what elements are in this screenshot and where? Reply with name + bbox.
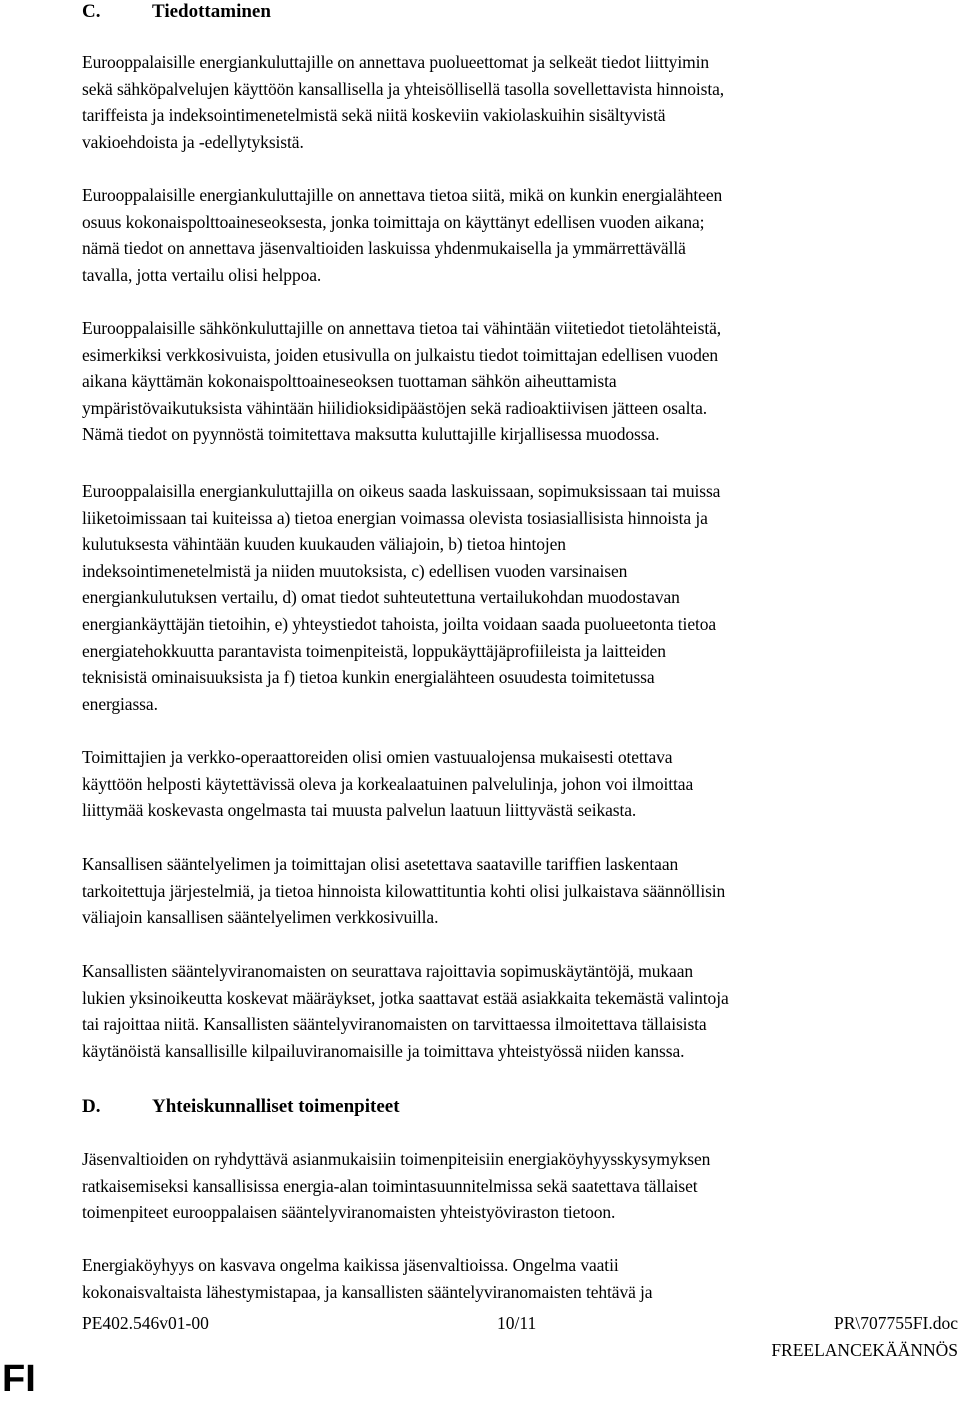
- text-line: osuus kokonaispolttoaineseoksesta, jonka toimittaja on käyttänyt edellisen vuoden aikana;: [82, 211, 705, 232]
- text-line: energiankäyttäjän tietoihin, e) yhteystiedot tahoista, joilta voidaan saada puolueetonta tietoa: [82, 613, 717, 634]
- text-line: kokonaisvaltaista lähestymistapaa, ja kansallisten sääntelyviranomaisten tehtävä ja: [82, 1281, 653, 1302]
- text-line: aikana käyttämän kokonaispolttoaineseoksen tuottaman sähkön aiheuttamista: [82, 371, 617, 392]
- text-line: teknisistä ominaisuuksista ja f) tietoa kunkin energialähteen osuudesta toimitetussa: [82, 667, 655, 688]
- footer-translation-note: FREELANCEKÄÄNNÖS: [771, 1340, 958, 1360]
- text-line: Eurooppalaisille energiankuluttajille on annettava tietoa siitä, mikä on kunkin energialähteen: [82, 185, 723, 205]
- paragraph-c6: [82, 851, 960, 931]
- section-d-title: Yhteiskunnalliset toimenpiteet: [152, 1096, 400, 1117]
- text-line: ympäristövaikutuksista vähintään hiilidioksidipäästöjen sekä radioaktiivisen jätteen osalta.: [82, 397, 708, 418]
- text-line: liittymää koskevasta ongelmasta tai muusta palvelun laatuun liittyvästä seikasta.: [82, 800, 637, 821]
- text-line: lukien yksinoikeutta koskevat määräykset, jotka saattavat estää asiakkaita tekemästä valintoja: [82, 987, 729, 1008]
- paragraph-c4: [82, 478, 960, 717]
- text-line: tarkoitettuja järjestelmiä, ja tietoa hinnoista kilowattituntia kohti olisi julkaistava säännöllisin: [82, 880, 726, 901]
- footer-doc-ref: PE402.546v01-00: [82, 1313, 209, 1333]
- text-line: käyttöön helposti käytettävissä oleva ja korkealaatuinen palvelulinja, johon voi ilmoittaa: [82, 773, 694, 794]
- text-line: väliajoin kansallisen sääntelyelimen verkkosivuilla.: [82, 907, 439, 928]
- section-d-letter: D.: [82, 1096, 101, 1117]
- text-line: kulutuksesta vähintään kuuden kuukauden väliajoin, b) tietoa hintojen: [82, 534, 566, 555]
- text-line: Jäsenvaltioiden on ryhdyttävä asianmukaisiin toimenpiteisiin energiaköyhyysskysymyksen: [82, 1149, 711, 1169]
- section-c-title: Tiedottaminen: [152, 1, 271, 22]
- text-line: energiassa.: [82, 693, 158, 714]
- footer-page-number: 10/11: [497, 1313, 537, 1333]
- text-line: esimerkiksi verkkosivuista, joiden etusivulla on julkaistu tiedot toimittajan edellisen vuoden: [82, 344, 719, 365]
- paragraph-c3: [82, 315, 960, 448]
- text-line: indeksointimenetelmistä ja niiden muutoksista, c) edellisen vuoden varsinaisen: [82, 560, 628, 581]
- text-line: energiatehokkuutta parantavista toimenpiteistä, loppukäyttäjäprofiileista ja laitteiden: [82, 640, 666, 661]
- text-line: Eurooppalaisilla energiankuluttajilla on oikeus saada laskuissaan, sopimuksissaan tai muissa: [82, 481, 721, 501]
- footer-file-ref: PR\707755FI.doc: [834, 1313, 958, 1333]
- text-line: sekä sähköpalvelujen käyttöön kansallisella ja yhteisöllisellä tasolla sovellettavista hinnoista,: [82, 78, 725, 99]
- text-line: Eurooppalaisille sähkönkuluttajille on annettava tietoa tai vähintään viitetiedot tietolähteistä,: [82, 318, 722, 338]
- paragraph-c5: [82, 744, 960, 824]
- text-line: toimenpiteet eurooppalaisen sääntelyviranomaisten yhteistyöviraston tietoon.: [82, 1202, 616, 1223]
- paragraph-c7: [82, 958, 960, 1064]
- text-line: energiankulutuksen vertailu, d) omat tiedot suhteutettuna vertailukohdan muodostavan: [82, 587, 680, 608]
- paragraph-c2: [82, 182, 960, 288]
- language-code: FI: [2, 1358, 36, 1400]
- paragraph-d1: [82, 1146, 960, 1226]
- text-line: ratkaisemiseksi kansallisissa energia-alan toimintasuunnitelmissa sekä saatettava tällaiset: [82, 1175, 698, 1196]
- text-line: tavalla, jotta vertailu olisi helppoa.: [82, 264, 322, 285]
- section-c-heading: [82, 0, 271, 24]
- text-line: Nämä tiedot on pyynnöstä toimitettava maksutta kuluttajille kirjallisessa muodossa.: [82, 424, 660, 445]
- text-line: Kansallisten sääntelyviranomaisten on seurattava rajoittavia sopimuskäytäntöjä, mukaan: [82, 961, 694, 981]
- paragraph-d2: [82, 1252, 960, 1305]
- text-line: tai rajoittaa niitä. Kansallisten sääntelyviranomaisten on tarvittaessa ilmoitettava tällaisista: [82, 1014, 707, 1035]
- paragraph-c1: [82, 49, 960, 155]
- text-line: Toimittajien ja verkko-operaattoreiden olisi omien vastuualojensa mukaisesti otettava: [82, 747, 673, 767]
- text-line: käytänöistä kansallisille kilpailuviranomaisille ja toimittava yhteistyössä niiden kanssa.: [82, 1040, 685, 1061]
- text-line: tariffeista ja indeksointimenetelmistä sekä niitä koskeviin vakiolaskuihin sisältyvistä: [82, 105, 666, 126]
- text-line: liiketoimissaan tai kuiteissa a) tietoa energian voimassa olevista tosiasiallisista hinnoista ja: [82, 507, 708, 528]
- text-line: Kansallisen sääntelyelimen ja toimittajan olisi asetettava saataville tariffien laskentaan: [82, 854, 679, 874]
- section-c-letter: C.: [82, 1, 101, 22]
- text-line: vakioehdoista ja -edellytyksistä.: [82, 131, 304, 152]
- text-line: Eurooppalaisille energiankuluttajille on annettava puolueettomat ja selkeät tiedot liittyimin: [82, 52, 710, 72]
- section-d-heading: [82, 1095, 400, 1119]
- text-line: nämä tiedot on annettava jäsenvaltioiden laskuissa yhdenmukaisella ja ymmärrettävällä: [82, 238, 686, 259]
- text-line: Energiaköyhyys on kasvava ongelma kaikissa jäsenvaltioissa. Ongelma vaatii: [82, 1255, 619, 1275]
